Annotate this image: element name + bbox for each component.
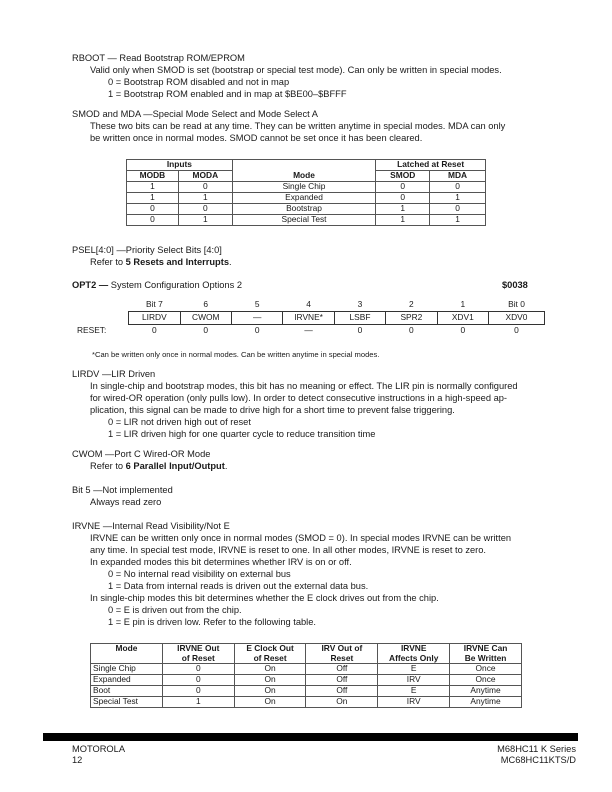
cell: 0 <box>430 182 486 193</box>
cell: Special Test <box>91 697 163 708</box>
bit-irvne: IRVNE* <box>283 312 334 325</box>
cell: 0 <box>162 664 234 675</box>
table-row <box>127 215 486 226</box>
cell: Off <box>306 675 378 686</box>
cell: Once <box>450 664 522 675</box>
header-mda: MDA <box>430 171 486 182</box>
smod-desc-2: be written once in normal modes. SMOD cannot be set once it has been cleared. <box>90 133 423 143</box>
bit-label: 3 <box>357 299 363 310</box>
table-row <box>127 182 486 193</box>
cwom-refer <box>90 461 227 473</box>
bit-label: 4 <box>306 299 311 310</box>
refer-prefix: Refer to <box>90 257 126 267</box>
reset-value: 0 <box>152 325 157 336</box>
cwom-title: CWOM —Port C Wired-OR Mode <box>72 449 211 459</box>
register-address: $0038 <box>502 280 528 290</box>
reset-label: RESET: <box>77 324 107 335</box>
register-footnote: *Can be written only once in normal modes. Can be written anytime in special modes. <box>92 350 380 359</box>
lirdv-desc-2: for wired-OR operation (only pulls low). In order to detect consecutive instructions in a high-speed ap- <box>90 393 508 403</box>
register-title <box>72 280 242 292</box>
group-latched: Latched at Reset <box>376 160 486 171</box>
reset-value: 0 <box>203 325 209 336</box>
bit5-desc: Always read zero <box>90 497 162 507</box>
lirdv-desc-1: In single-chip and bootstrap modes, this bit has no meaning or effect. The LIR pin is normally configured <box>90 381 518 391</box>
bit-label: Bit 7 <box>145 299 163 310</box>
psel-refer <box>90 257 232 269</box>
bit-lsbf: LSBF <box>334 312 385 325</box>
cell: E <box>378 664 450 675</box>
cell: 0 <box>127 215 179 226</box>
cell: 1 <box>162 697 234 708</box>
irvne-desc-2: any time. In special test mode, IRVNE is reset to one. In all other modes, IRVNE is reset to zero. <box>90 545 486 555</box>
cell: Once <box>450 675 522 686</box>
cell: 0 <box>376 193 430 204</box>
table-row <box>127 193 486 204</box>
cell: 0 <box>127 204 179 215</box>
reset-value: — <box>304 325 313 336</box>
cell: Single Chip <box>91 664 163 675</box>
rboot-desc: Valid only when SMOD is set (bootstrap or special test mode). Can only be written in special modes. <box>90 65 502 75</box>
irvne-table <box>90 643 522 708</box>
header-moda: MODA <box>178 171 232 182</box>
cell: 1 <box>430 193 486 204</box>
mode-table <box>126 159 486 226</box>
table-row <box>127 204 486 215</box>
bit-label: Bit 0 <box>508 299 525 310</box>
reset-value: 0 <box>357 325 363 336</box>
footer-doc-id: MC68HC11KTS/D <box>500 755 576 765</box>
bit-label: 2 <box>409 299 414 310</box>
bit-5: — <box>231 312 282 325</box>
reset-row <box>75 325 545 338</box>
cell: 0 <box>178 204 232 215</box>
reset-value: 0 <box>514 325 519 336</box>
header-smod: SMOD <box>376 171 430 182</box>
bit-label: 1 <box>460 299 466 310</box>
cell: 0 <box>162 675 234 686</box>
table-row <box>91 697 522 708</box>
cell: On <box>234 664 306 675</box>
reset-value: 0 <box>460 325 466 336</box>
cell: E <box>378 686 450 697</box>
rboot-title: RBOOT — Read Bootstrap ROM/EPROM <box>72 53 245 63</box>
bit-label: 6 <box>203 299 209 310</box>
reset-value: 0 <box>409 325 414 336</box>
cell: On <box>306 697 378 708</box>
header-row <box>91 644 522 664</box>
reset-value: 0 <box>254 325 260 336</box>
cell: 0 <box>376 182 430 193</box>
bit5-title: Bit 5 —Not implemented <box>72 485 173 495</box>
footer-rule <box>43 733 578 741</box>
register-diagram <box>75 299 545 337</box>
lirdv-title: LIRDV —LIR Driven <box>72 369 156 379</box>
header-can-be-written: IRVNE Can Be Written <box>450 644 522 664</box>
smod-desc-1: These two bits can be read at any time. They can be written anytime in special modes. MDA can only <box>90 121 506 131</box>
register-desc: System Configuration Options 2 <box>108 280 243 290</box>
header-modb: MODB <box>127 171 179 182</box>
bit-label-row <box>75 299 545 312</box>
cell: On <box>234 697 306 708</box>
refer-prefix: Refer to <box>90 461 126 471</box>
bit-spr2: SPR2 <box>386 312 437 325</box>
cell: 1 <box>127 182 179 193</box>
header-irv-out: IRV Out of Reset <box>306 644 378 664</box>
irvne-desc-1: IRVNE can be written only once in normal modes (SMOD = 0). In special modes IRVNE can be written <box>90 533 512 543</box>
cell: 0 <box>178 182 232 193</box>
header-irvne-out: IRVNE Out of Reset <box>162 644 234 664</box>
bit-lirdv: LIRDV <box>129 312 180 325</box>
irvne-desc-4: In single-chip modes this bit determines whether the E clock drives out from the chip. <box>90 593 439 603</box>
cell: 1 <box>376 215 430 226</box>
cell: On <box>234 686 306 697</box>
table-row <box>91 675 522 686</box>
smod-title: SMOD and MDA —Special Mode Select and Mode Select A <box>72 109 318 119</box>
group-inputs: Inputs <box>127 160 233 171</box>
lirdv-opt1: 1 = LIR driven high for one quarter cycle to reduce transition time <box>108 429 376 439</box>
footer-company: MOTOROLA <box>72 744 126 754</box>
header-eclock-out: E Clock Out of Reset <box>234 644 306 664</box>
cell: 0 <box>162 686 234 697</box>
footer-series: M68HC11 K Series <box>497 744 576 754</box>
bit-name-row <box>75 312 545 325</box>
register-name: OPT2 — <box>72 280 109 290</box>
refer-suffix: . <box>224 461 228 471</box>
cell: Single Chip <box>232 182 375 193</box>
irvne-sc-opt0: 0 = E is driven out from the chip. <box>108 605 242 615</box>
cell: 1 <box>178 215 232 226</box>
header-affects-only: IRVNE Affects Only <box>378 644 450 664</box>
rboot-opt1: 1 = Bootstrap ROM enabled and in map at $BE00–$BFFF <box>108 89 347 99</box>
cell: 1 <box>127 193 179 204</box>
table-row <box>91 686 522 697</box>
cell: 0 <box>430 204 486 215</box>
header-mode: Mode <box>91 644 163 664</box>
cell: Expanded <box>91 675 163 686</box>
bit-label: 5 <box>254 299 260 310</box>
cell: Anytime <box>450 686 522 697</box>
cell: 1 <box>430 215 486 226</box>
cell: 1 <box>376 204 430 215</box>
cell: Special Test <box>232 215 375 226</box>
cell: Anytime <box>450 697 522 708</box>
refer-suffix: . <box>228 257 232 267</box>
cell: IRV <box>378 675 450 686</box>
irvne-desc-3: In expanded modes this bit determines whether IRV is on or off. <box>90 557 352 567</box>
irvne-title: IRVNE —Internal Read Visibility/Not E <box>72 521 230 531</box>
table-row <box>91 664 522 675</box>
lirdv-opt0: 0 = LIR not driven high out of reset <box>108 417 251 427</box>
cell: IRV <box>378 697 450 708</box>
irvne-sc-opt1: 1 = E pin is driven low. Refer to the following table. <box>108 617 317 627</box>
cell: Off <box>306 664 378 675</box>
irvne-exp-opt0: 0 = No internal read visibility on external bus <box>108 569 291 579</box>
cell: Bootstrap <box>232 204 375 215</box>
cell: Expanded <box>232 193 375 204</box>
page-number: 12 <box>72 755 83 765</box>
refer-link: 6 Parallel Input/Output <box>125 461 225 471</box>
bit-xdv0: XDV0 <box>489 312 545 325</box>
irvne-exp-opt1: 1 = Data from internal reads is driven out the external data bus. <box>108 581 369 591</box>
refer-link: 5 Resets and Interrupts <box>125 257 229 267</box>
cell: 1 <box>178 193 232 204</box>
header-mode: Mode <box>232 160 375 182</box>
bit-cwom: CWOM <box>180 312 231 325</box>
bit-xdv1: XDV1 <box>437 312 488 325</box>
cell: Boot <box>91 686 163 697</box>
lirdv-desc-3: plication, this signal can be made to drive high for a short time to prevent false triggering. <box>90 405 455 415</box>
psel-title: PSEL[4:0] —Priority Select Bits [4:0] <box>72 245 222 255</box>
cell: On <box>234 675 306 686</box>
rboot-opt0: 0 = Bootstrap ROM disabled and not in map <box>108 77 290 87</box>
cell: Off <box>306 686 378 697</box>
